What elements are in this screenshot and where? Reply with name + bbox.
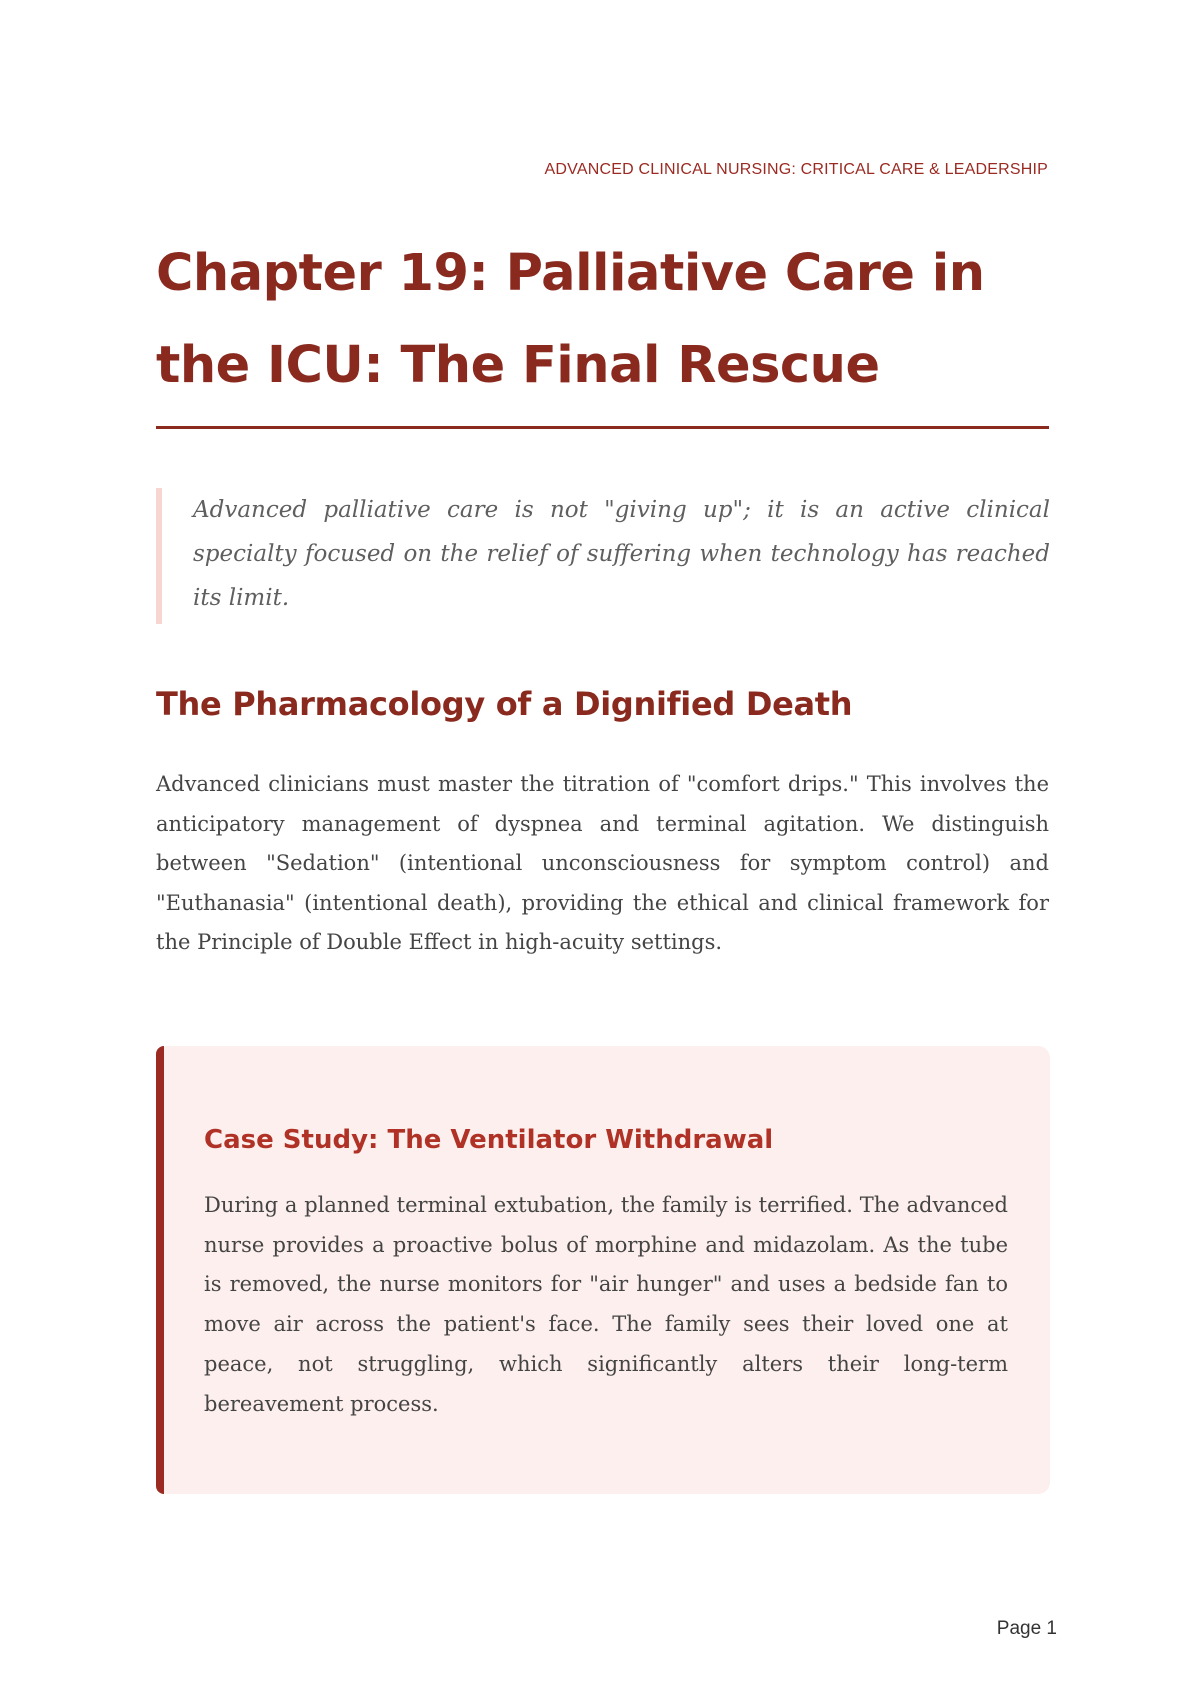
running-header: ADVANCED CLINICAL NURSING: CRITICAL CARE & LEADERSHIP bbox=[544, 161, 1048, 178]
section-body-paragraph: Advanced clinicians must master the titration of "comfort drips." This involves the anticipatory management of dyspnea and terminal agitation. We distinguish between "Sedation" (intentional unconsciousness for symptom control) and "Euthanasia" (intentional death), providing the ethical and clinical framework for the Principle of Double Effect in high-acuity settings. bbox=[156, 772, 1049, 954]
section-heading: The Pharmacology of a Dignified Death bbox=[156, 685, 853, 723]
title-divider bbox=[156, 426, 1049, 429]
chapter-title: Chapter 19: Palliative Care in the ICU: The Final Rescue bbox=[156, 244, 985, 395]
pullquote-bar bbox=[156, 488, 162, 624]
case-study-title: Case Study: The Ventilator Withdrawal bbox=[204, 1125, 774, 1155]
case-study-box bbox=[156, 1046, 1050, 1494]
pullquote bbox=[156, 488, 1050, 624]
case-study-body: During a planned terminal extubation, the family is terrified. The advanced nurse provides a proactive bolus of morphine and midazolam. As the tube is removed, the nurse monitors for "air hunger" and uses a bedside fan to move air across the patient's face. The family sees their loved one at peace, not struggling, which significantly alters their long-term bereavement process. bbox=[204, 1193, 1008, 1416]
case-study-accent-bar bbox=[156, 1046, 164, 1494]
pullquote-text: Advanced palliative care is not "giving up"; it is an active clinical specialty focused on the relief of suffering when technology has reached its limit. bbox=[193, 497, 1050, 611]
page-number: Page 1 bbox=[996, 1618, 1057, 1639]
